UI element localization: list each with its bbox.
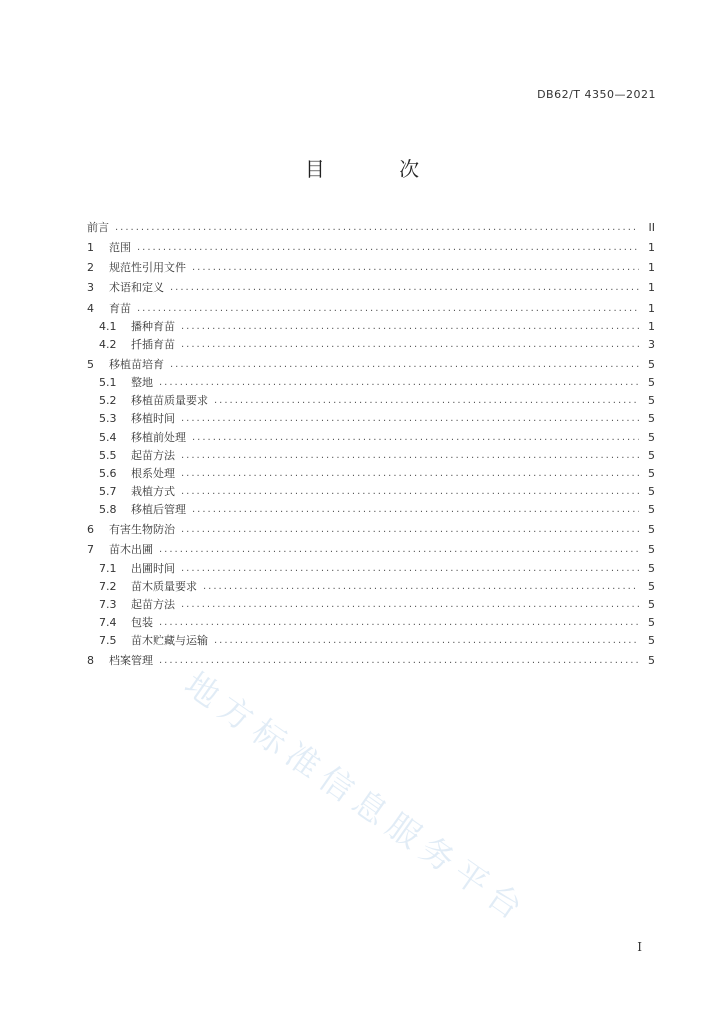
toc-entry-number: 7.3 — [99, 597, 117, 611]
toc-entry-number: 5.5 — [99, 448, 117, 462]
toc-leader-dots — [192, 503, 639, 517]
toc-leader-dots — [181, 467, 639, 481]
table-of-contents — [87, 219, 655, 670]
toc-entry-title: 档案管理 — [109, 654, 153, 668]
toc-leader-dots — [214, 634, 639, 648]
toc-entry[interactable] — [87, 356, 655, 374]
toc-entry-page: 5 — [648, 616, 655, 630]
toc-entry-number: 8 — [87, 654, 94, 668]
toc-entry-title: 播种育苗 — [131, 319, 175, 333]
toc-entry-number: 5.4 — [99, 430, 117, 444]
toc-entry[interactable] — [87, 560, 655, 578]
toc-entry-title: 移植苗质量要求 — [131, 394, 208, 408]
toc-leader-dots — [137, 241, 639, 255]
toc-entry-page: 5 — [648, 412, 655, 426]
toc-entry-title: 术语和定义 — [109, 281, 164, 295]
toc-leader-dots — [115, 221, 639, 235]
toc-entry-number: 4.2 — [99, 337, 117, 351]
toc-entry-page: 5 — [648, 358, 655, 372]
toc-entry-title: 包装 — [131, 616, 153, 630]
toc-entry-title: 移植前处理 — [131, 430, 186, 444]
toc-entry-page: 5 — [648, 634, 655, 648]
toc-entry[interactable] — [87, 374, 655, 392]
toc-entry-title: 起苗方法 — [131, 448, 175, 462]
toc-entry-title: 移植后管理 — [131, 503, 186, 517]
toc-entry-page: 1 — [648, 281, 655, 295]
toc-entry-page: 5 — [648, 503, 655, 517]
toc-entry-title: 移植时间 — [131, 412, 175, 426]
toc-entry-title: 栽植方式 — [131, 485, 175, 499]
toc-entry-title: 苗木质量要求 — [131, 579, 197, 593]
toc-leader-dots — [181, 320, 639, 334]
toc-entry-number: 3 — [87, 281, 94, 295]
toc-entry-page: 5 — [648, 579, 655, 593]
toc-entry[interactable] — [87, 521, 655, 539]
toc-leader-dots — [181, 523, 639, 537]
toc-entry[interactable] — [87, 501, 655, 519]
toc-entry-number: 5.1 — [99, 376, 117, 390]
toc-entry-page: 5 — [648, 561, 655, 575]
toc-entry-title: 根系处理 — [131, 466, 175, 480]
toc-entry[interactable] — [87, 300, 655, 318]
toc-title: 目 次 — [304, 157, 454, 181]
toc-entry-page: 5 — [648, 394, 655, 408]
toc-entry-page: 5 — [648, 654, 655, 668]
toc-leader-dots — [181, 449, 639, 463]
toc-leader-dots — [181, 338, 639, 352]
toc-entry-page: 5 — [648, 430, 655, 444]
toc-leader-dots — [159, 616, 639, 630]
toc-entry-number: 4.1 — [99, 319, 117, 333]
toc-entry[interactable] — [87, 578, 655, 596]
toc-entry[interactable] — [87, 259, 655, 277]
toc-entry-page: II — [648, 221, 655, 235]
toc-entry-number: 5.6 — [99, 466, 117, 480]
toc-entry-number: 5.7 — [99, 485, 117, 499]
toc-entry-number: 5.3 — [99, 412, 117, 426]
toc-entry-title: 出圃时间 — [131, 561, 175, 575]
toc-entry-number: 2 — [87, 261, 94, 275]
toc-leader-dots — [214, 394, 639, 408]
toc-entry-number: 7.1 — [99, 561, 117, 575]
toc-entry[interactable] — [87, 483, 655, 501]
toc-entry[interactable] — [87, 279, 655, 297]
document-code: DB62/T 4350—2021 — [537, 88, 656, 101]
toc-entry-number: 5.8 — [99, 503, 117, 517]
toc-entry[interactable] — [87, 614, 655, 632]
toc-entry-title: 育苗 — [109, 301, 131, 315]
toc-leader-dots — [192, 261, 639, 275]
toc-entry[interactable] — [87, 392, 655, 410]
toc-entry-page: 5 — [648, 466, 655, 480]
toc-leader-dots — [159, 543, 639, 557]
toc-leader-dots — [192, 431, 639, 445]
toc-entry-page: 5 — [648, 543, 655, 557]
toc-entry[interactable] — [87, 447, 655, 465]
toc-leader-dots — [137, 302, 639, 316]
toc-leader-dots — [181, 412, 639, 426]
toc-entry[interactable] — [87, 465, 655, 483]
toc-entry-title: 规范性引用文件 — [109, 261, 186, 275]
toc-entry-number: 7.2 — [99, 579, 117, 593]
toc-entry[interactable] — [87, 632, 655, 650]
toc-leader-dots — [170, 281, 639, 295]
toc-entry-number: 6 — [87, 523, 94, 537]
toc-entry-title: 移植苗培育 — [109, 358, 164, 372]
toc-entry[interactable] — [87, 410, 655, 428]
toc-entry[interactable] — [87, 652, 655, 670]
toc-entry-title: 苗木贮藏与运输 — [131, 634, 208, 648]
toc-entry[interactable] — [87, 429, 655, 447]
toc-entry-number: 1 — [87, 241, 94, 255]
toc-entry-number: 7 — [87, 543, 94, 557]
toc-entry-number: 4 — [87, 301, 94, 315]
page-number: I — [637, 940, 642, 954]
toc-leader-dots — [181, 562, 639, 576]
toc-entry[interactable] — [87, 541, 655, 559]
toc-entry-page: 1 — [648, 241, 655, 255]
toc-entry-page: 5 — [648, 597, 655, 611]
toc-leader-dots — [203, 580, 639, 594]
toc-entry-title: 扦插育苗 — [131, 337, 175, 351]
toc-entry-title: 苗木出圃 — [109, 543, 153, 557]
toc-entry-page: 1 — [648, 301, 655, 315]
toc-entry-title: 整地 — [131, 376, 153, 390]
toc-entry-title: 前言 — [87, 221, 109, 235]
toc-entry-title: 有害生物防治 — [109, 523, 175, 537]
toc-leader-dots — [181, 598, 639, 612]
toc-leader-dots — [181, 485, 639, 499]
toc-entry-title: 起苗方法 — [131, 597, 175, 611]
toc-entry-number: 7.4 — [99, 616, 117, 630]
toc-leader-dots — [170, 358, 639, 372]
toc-entry-number: 5 — [87, 358, 94, 372]
toc-entry-number: 7.5 — [99, 634, 117, 648]
toc-entry-page: 5 — [648, 448, 655, 462]
toc-entry[interactable] — [87, 596, 655, 614]
toc-entry-page: 5 — [648, 376, 655, 390]
toc-entry-number: 5.2 — [99, 394, 117, 408]
toc-entry-title: 范围 — [109, 241, 131, 255]
toc-entry-page: 5 — [648, 485, 655, 499]
watermark: 地方标准信息服务平台 — [177, 664, 536, 932]
toc-entry[interactable] — [87, 239, 655, 257]
toc-entry[interactable] — [87, 318, 655, 336]
toc-entry-page: 5 — [648, 523, 655, 537]
toc-entry-page: 1 — [648, 261, 655, 275]
toc-entry[interactable] — [87, 219, 655, 237]
toc-entry[interactable] — [87, 336, 655, 354]
toc-leader-dots — [159, 376, 639, 390]
toc-leader-dots — [159, 654, 639, 668]
toc-entry-page: 1 — [648, 319, 655, 333]
toc-entry-page: 3 — [648, 337, 655, 351]
